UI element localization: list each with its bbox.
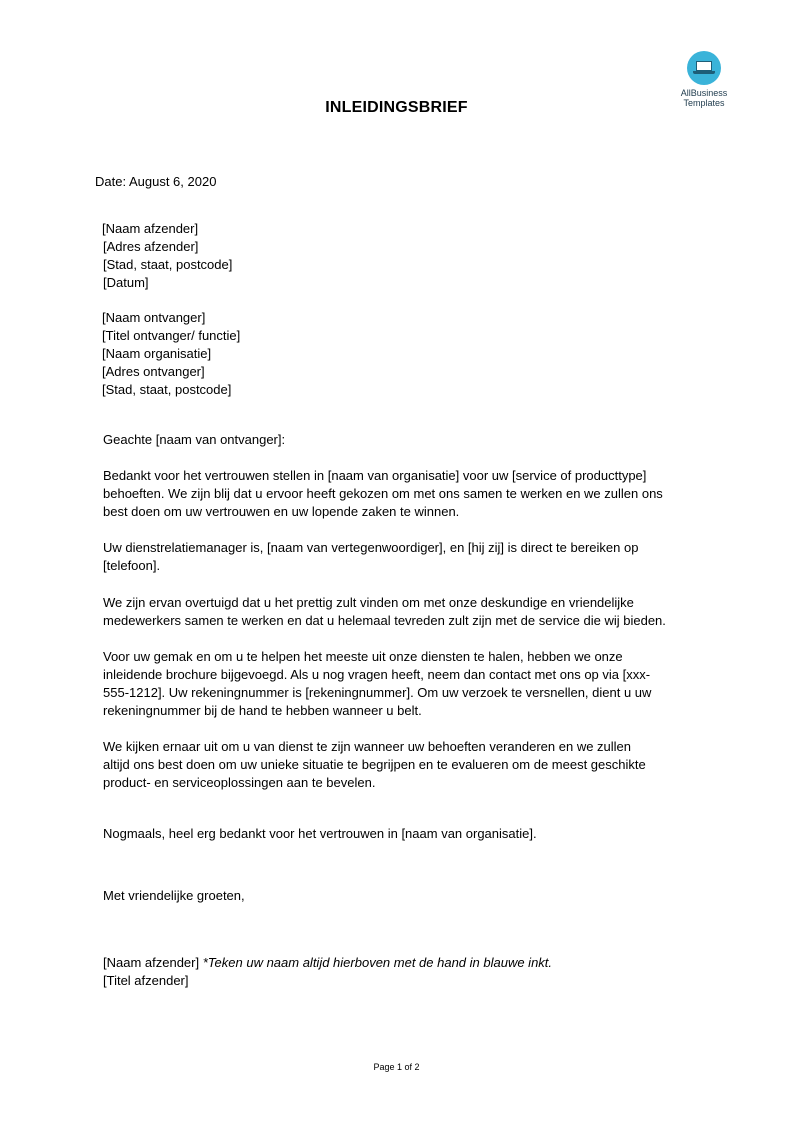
paragraph-line: Voor uw gemak en om u te helpen het meeste uit onze diensten te halen, hebben we onze — [103, 649, 623, 664]
salutation: Geachte [naam van ontvanger]: — [103, 432, 286, 447]
paragraph-line: inleidende brochure bijgevoegd. Als u nog vragen heeft, neem dan contact met ons op via [xxx- — [103, 667, 651, 682]
laptop-icon — [687, 51, 721, 85]
recipient-name: [Naam ontvanger] — [102, 310, 206, 325]
body-paragraph-4 — [103, 648, 703, 720]
body-paragraph-5 — [103, 738, 703, 792]
body-paragraph-2 — [103, 539, 703, 575]
signature-line — [103, 954, 552, 972]
body-paragraph-1 — [103, 467, 703, 521]
document-title: INLEIDINGSBRIEF — [325, 99, 468, 116]
page-number: Page 1 of 2 — [373, 1062, 420, 1072]
paragraph-line: [telefoon]. — [103, 558, 161, 573]
body-paragraph-3 — [103, 594, 703, 630]
paragraph-line: rekeningnummer bij de hand te hebben wanneer u belt. — [103, 703, 422, 718]
paragraph-line: altijd ons best doen om uw unieke situatie te begrijpen en te evalueren om de meest geschikte — [103, 757, 646, 772]
sender-city: [Stad, staat, postcode] — [103, 257, 233, 272]
letter-date: Date: August 6, 2020 — [95, 174, 217, 189]
recipient-address: [Adres ontvanger] — [102, 364, 205, 379]
paragraph-line: best doen om uw vertrouwen en uw lopende zaken te winnen. — [103, 504, 460, 519]
paragraph-line: 555-1212]. Uw rekeningnummer is [rekeningnummer]. Om uw verzoek te versnellen, dient u uw — [103, 685, 652, 700]
paragraph-line: Uw dienstrelatiemanager is, [naam van vertegenwoordiger], en [hij zij] is direct te bereiken op — [103, 540, 639, 555]
paragraph-line: medewerkers samen te werken en dat u helemaal tevreden zult zijn met de service die wij bieden. — [103, 613, 666, 628]
paragraph-line: Bedankt voor het vertrouwen stellen in [naam van organisatie] voor uw [service of producttype] — [103, 468, 647, 483]
sender-address: [Adres afzender] — [103, 239, 199, 254]
paragraph-line: behoeften. We zijn blij dat u ervoor heeft gekozen om met ons samen te werken en we zullen ons — [103, 486, 663, 501]
paragraph-line: We kijken ernaar uit om u van dienst te zijn wanneer uw behoeften veranderen en we zullen — [103, 739, 632, 754]
paragraph-line: We zijn ervan overtuigd dat u het prettig zult vinden om met onze deskundige en vriendelijke — [103, 595, 634, 610]
logo-text-line1: AllBusiness — [680, 88, 728, 98]
recipient-organization: [Naam organisatie] — [102, 346, 212, 361]
recipient-city: [Stad, staat, postcode] — [102, 382, 232, 397]
logo-text-line2: Templates — [683, 98, 725, 108]
signature-name: [Naam afzender] — [103, 955, 200, 970]
recipient-title: [Titel ontvanger/ functie] — [102, 328, 241, 343]
closing-greeting: Met vriendelijke groeten, — [103, 888, 245, 903]
paragraph-line: product- en serviceoplossingen aan te bevelen. — [103, 775, 376, 790]
sender-name: [Naam afzender] — [102, 221, 199, 236]
closing-thanks: Nogmaals, heel erg bedankt voor het vertrouwen in [naam van organisatie]. — [103, 826, 537, 841]
signature-title: [Titel afzender] — [103, 973, 189, 988]
signature-note: *Teken uw naam altijd hierboven met de hand in blauwe inkt. — [202, 955, 553, 970]
sender-date: [Datum] — [103, 275, 149, 290]
